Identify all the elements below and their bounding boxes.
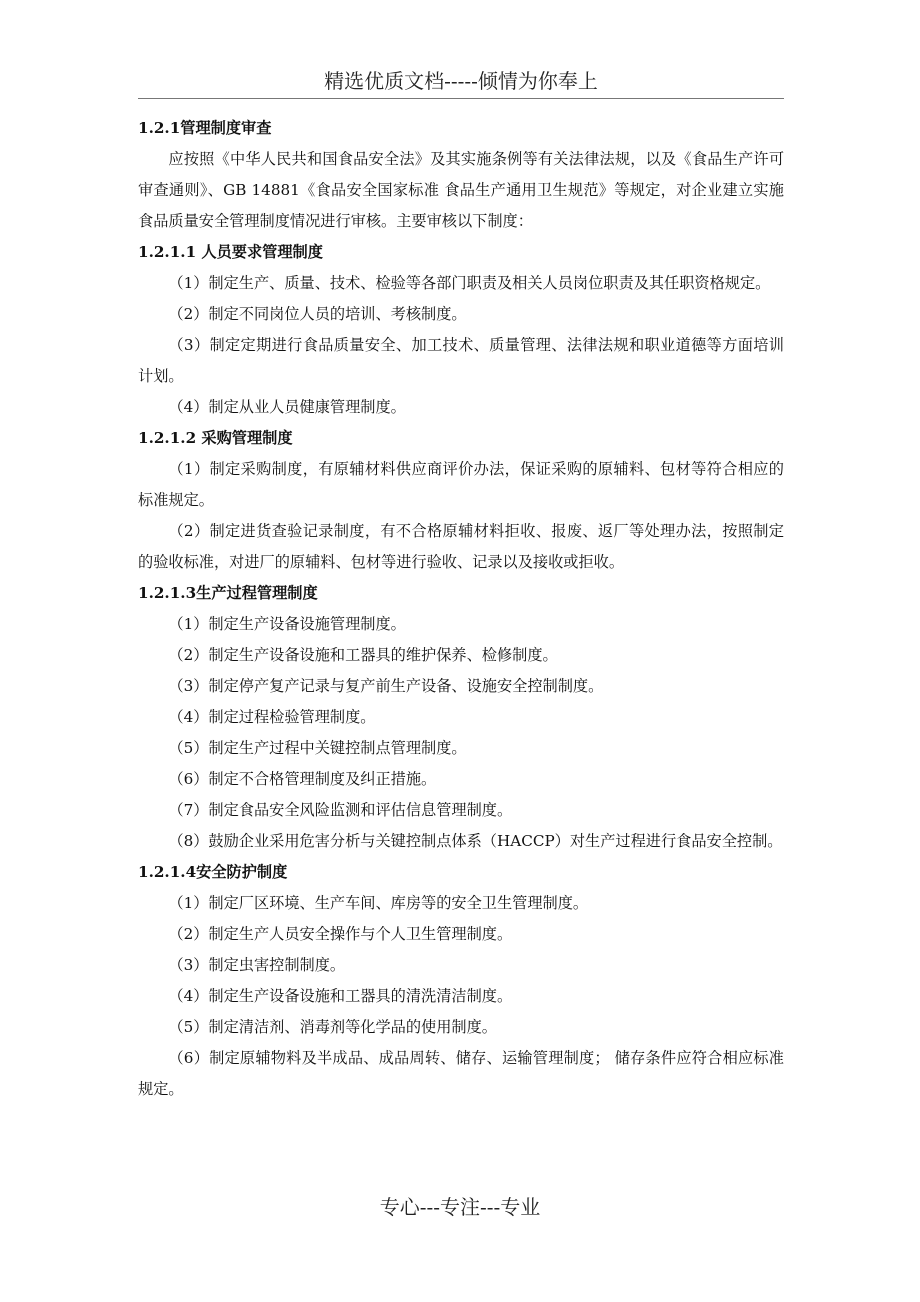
list-item: （1）制定采购制度，有原辅材料供应商评价办法，保证采购的原辅料、包材等符合相应的标准规定。 [138,460,784,509]
page-footer: 专心---专注---专业 [379,1195,541,1219]
list-item: （4）制定生产设备设施和工器具的清洗清洁制度。 [168,987,513,1005]
subsection-heading: 1.2.1.1 人员要求管理制度 [138,243,323,261]
list-item: （5）制定清洁剂、消毒剂等化学品的使用制度。 [168,1018,497,1036]
list-item: （6）制定原辅物料及半成品、成品周转、储存、运输管理制度； 储存条件应符合相应标准规定。 [138,1049,784,1098]
list-item: （1）制定生产设备设施管理制度。 [168,615,406,633]
subsection-heading: 1.2.1.3生产过程管理制度 [138,584,318,602]
list-item: （3）制定定期进行食品质量安全、加工技术、质量管理、法律法规和职业道德等方面培训计划。 [138,336,784,385]
list-item: （3）制定停产复产记录与复产前生产设备、设施安全控制制度。 [168,677,604,695]
section-heading: 1.2.1管理制度审查 [138,119,272,137]
list-item: （2）制定进货查验记录制度，有不合格原辅材料拒收、报废、返厂等处理办法，按照制定的验收标准，对进厂的原辅料、包材等进行验收、记录以及接收或拒收。 [138,522,784,571]
list-item: （1）制定生产、质量、技术、检验等各部门职责及相关人员岗位职责及其任职资格规定。 [168,274,771,292]
list-item: （6）制定不合格管理制度及纠正措施。 [168,770,437,788]
list-item: （2）制定不同岗位人员的培训、考核制度。 [168,305,467,323]
section-intro: 应按照《中华人民共和国食品安全法》及其实施条例等有关法律法规，以及《食品生产许可审查通则》、GB 14881《食品安全国家标准 食品生产通用卫生规范》等规定，对企业建立实施食品质量安全管理制度情况进行审核。主要审核以下制度： [138,150,784,230]
list-item: （1）制定厂区环境、生产车间、库房等的安全卫生管理制度。 [168,894,589,912]
subsection-heading: 1.2.1.4安全防护制度 [138,863,288,881]
list-item: （5）制定生产过程中关键控制点管理制度。 [168,739,467,757]
list-item: （2）制定生产人员安全操作与个人卫生管理制度。 [168,925,513,943]
list-item: （4）制定过程检验管理制度。 [168,708,376,726]
page-header: 精选优质文档-----倾情为你奉上 [138,64,784,99]
list-item: （3）制定虫害控制制度。 [168,956,346,974]
list-item: （2）制定生产设备设施和工器具的维护保养、检修制度。 [168,646,558,664]
list-item: （4）制定从业人员健康管理制度。 [168,398,406,416]
subsection-heading: 1.2.1.2 采购管理制度 [138,429,293,447]
document-body [138,113,784,1105]
list-item: （7）制定食品安全风险监测和评估信息管理制度。 [168,801,513,819]
list-item: （8）鼓励企业采用危害分析与关键控制点体系（HACCP）对生产过程进行食品安全控制。 [168,832,783,850]
